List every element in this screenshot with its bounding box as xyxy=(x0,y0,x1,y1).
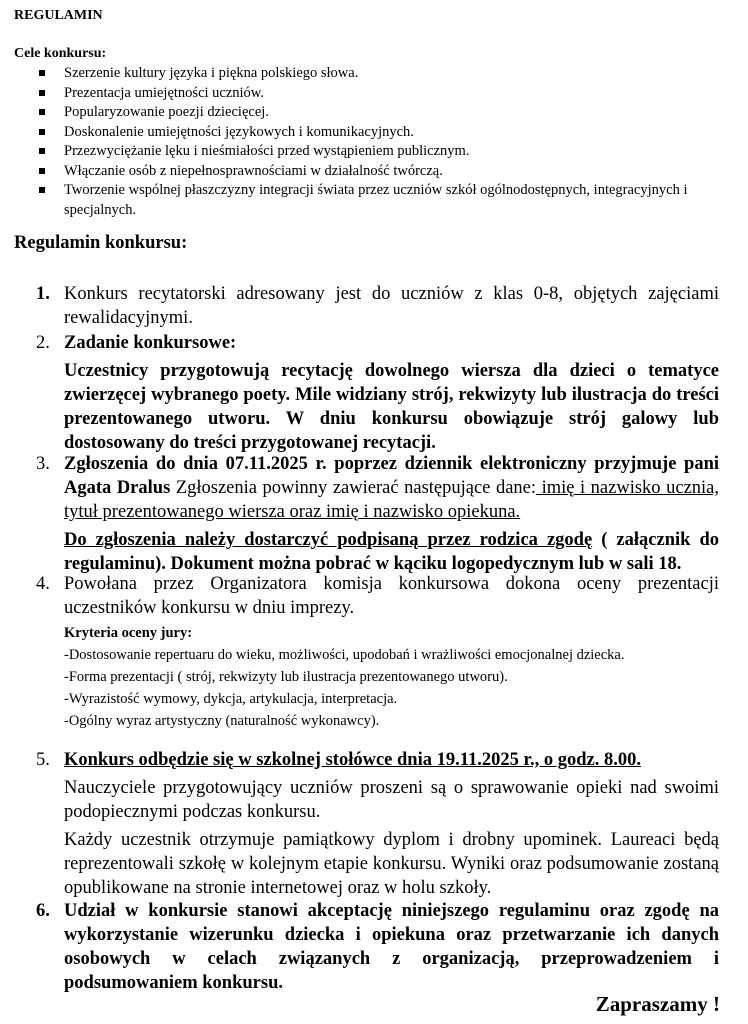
bullet-square-icon xyxy=(39,148,45,154)
goals-list xyxy=(0,64,748,220)
goals-heading: Cele konkursu: xyxy=(14,46,107,61)
submission-deadline: Zgłoszenia do dnia 07.11.2025 r. poprzez dziennik elektroniczny przyjmuje pani Agata Dralus xyxy=(64,454,719,498)
criteria-heading: Kryteria oceny jury: xyxy=(64,625,193,641)
item-text: Udział w konkursie stanowi akceptację niniejszego regulaminu oraz zgodę na wykorzystanie wizerunku dziecka i opiekuna oraz przetwarzanie ich danych osobowych w celach związanych z organizacją, przeprowadzeniem i podsumowaniem konkursu. xyxy=(64,901,719,993)
goal-item xyxy=(0,84,748,104)
bullet-square-icon xyxy=(39,129,45,135)
closing-invitation: Zapraszamy ! xyxy=(595,992,720,1016)
document-title: REGULAMIN xyxy=(14,8,103,23)
item-number: 4. xyxy=(36,574,50,594)
criterion: -Forma prezentacji ( strój, rekwizyty lub ilustracja prezentowanego utworu). xyxy=(64,669,508,685)
teachers-note: Nauczyciele przygotowujący uczniów proszeni są o sprawowanie opieki nad swoimi podopiecznymi podczas konkursu. xyxy=(64,778,719,822)
goal-item xyxy=(0,64,748,84)
consent-required: Do zgłoszenia należy dostarczyć podpisaną przez rodzica zgodę xyxy=(64,530,593,550)
consent-details: ( załącznik do regulaminu). Dokument można pobrać w kąciku logopedycznym lub w sali 18. xyxy=(64,530,719,574)
goal-item xyxy=(0,103,748,123)
jury-criteria xyxy=(64,622,724,732)
goal-item xyxy=(0,162,748,182)
goal-text: Doskonalenie umiejętności językowych i komunikacyjnych. xyxy=(64,123,414,140)
regulation-item-2 xyxy=(0,331,748,455)
item-text: Uczestnicy przygotowują recytację dowolnego wiersza dla dzieci o tematyce zwierzęcej wybranego poety. Mile widziany strój, rekwizyty lub ilustracja do treści prezentowanego utworu. W dniu konkursu obowiązuje strój galowy lub dostosowany do treści przygotowanej recytacji. xyxy=(64,361,719,453)
goal-text: Tworzenie wspólnej płaszczyzny integracji świata przez uczniów szkół ogólnodostępnych, integracyjnych i specjalnych. xyxy=(64,182,688,218)
consent-note xyxy=(64,528,719,576)
goal-text: Włączanie osób z niepełnosprawnościami w działalność twórczą. xyxy=(64,162,443,179)
bullet-square-icon xyxy=(39,109,45,115)
submission-requirements: Zgłoszenia powinny zawierać następujące dane: xyxy=(170,478,537,498)
goal-item xyxy=(0,181,748,220)
bullet-square-icon xyxy=(39,168,45,174)
event-date-location: Konkurs odbędzie się w szkolnej stołówce dnia 19.11.2025 r., o godz. 8.00. xyxy=(64,750,641,770)
item-number: 3. xyxy=(36,454,50,474)
goal-item xyxy=(0,123,748,143)
regulation-item-4 xyxy=(0,572,748,732)
criterion: -Dostosowanie repertuaru do wieku, możliwości, upodobań i wrażliwości emocjonalnej dziecka. xyxy=(64,647,625,663)
item-title: Zadanie konkursowe: xyxy=(64,333,237,353)
goal-text: Popularyzowanie poezji dziecięcej. xyxy=(64,104,269,120)
item-number: 1. xyxy=(36,284,50,304)
goal-text: Przezwyciężanie lęku i nieśmiałości przed wystąpieniem publicznym. xyxy=(64,143,470,159)
regulation-item-5 xyxy=(0,748,748,900)
item-number: 6. xyxy=(36,901,50,921)
regulation-item-6 xyxy=(0,899,748,995)
submission-data-list: imię i nazwisko ucznia, tytuł prezentowanego wiersza oraz imię i nazwisko opiekuna. xyxy=(64,478,720,522)
item-text: Powołana przez Organizatora komisja konkursowa dokona oceny prezentacji uczestników konkursu w dniu imprezy. xyxy=(64,574,719,618)
goal-item xyxy=(0,142,748,162)
bullet-square-icon xyxy=(39,70,45,76)
goal-text: Szerzenie kultury języka i piękna polskiego słowa. xyxy=(64,65,359,81)
regulations-heading: Regulamin konkursu: xyxy=(14,233,188,253)
item-number: 5. xyxy=(36,750,50,770)
regulation-item-3 xyxy=(0,452,748,576)
criterion: -Wyrazistość wymowy, dykcja, artykulacja, interpretacja. xyxy=(64,691,398,707)
item-text xyxy=(64,452,719,524)
item-text: Konkurs recytatorski adresowany jest do uczniów z klas 0-8, objętych zajęciami rewalidacyjnymi. xyxy=(64,284,719,328)
goal-text: Prezentacja umiejętności uczniów. xyxy=(64,84,264,101)
awards-note: Każdy uczestnik otrzymuje pamiątkowy dyplom i drobny upominek. Laureaci będą reprezentowali szkołę w kolejnym etapie konkursu. Wyniki oraz podsumowanie zostaną opublikowane na stronie internetowej oraz w holu szkoły. xyxy=(64,830,719,898)
bullet-square-icon xyxy=(39,90,45,96)
bullet-square-icon xyxy=(39,187,45,193)
criterion: -Ogólny wyraz artystyczny (naturalność wykonawcy). xyxy=(64,713,380,729)
item-number: 2. xyxy=(36,333,50,353)
regulation-item-1 xyxy=(0,282,748,330)
